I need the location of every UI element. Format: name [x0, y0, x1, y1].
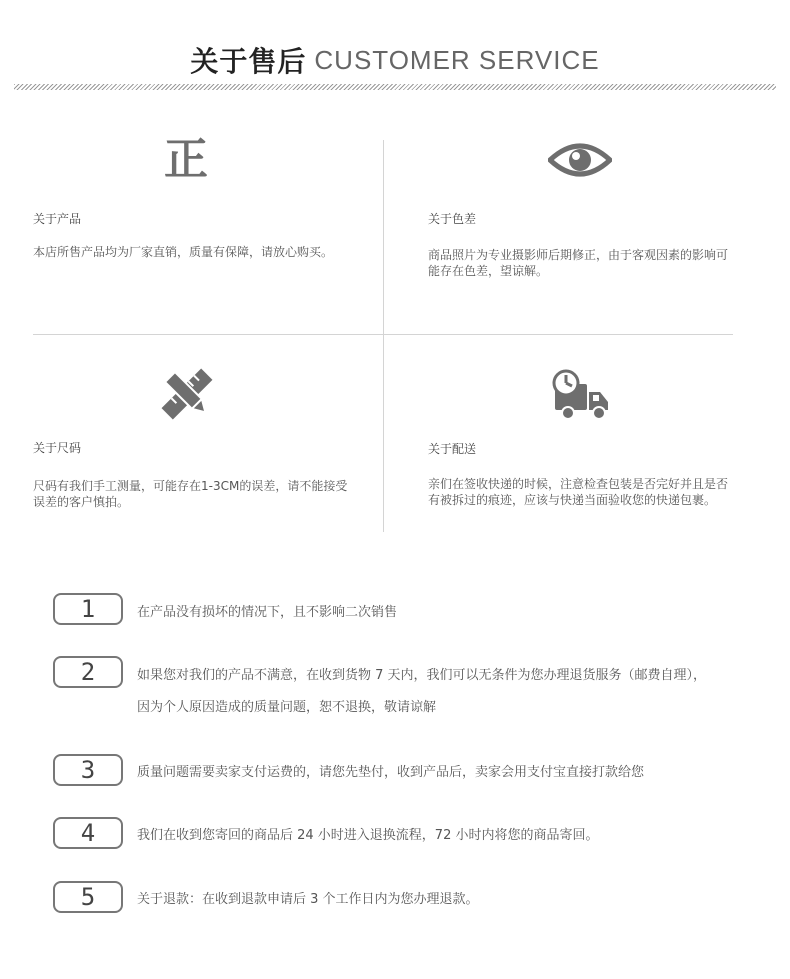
feature-description: 尺码有我们手工测量，可能存在1-3CM的误差，请不能接受误差的客户慎拍。: [33, 479, 348, 509]
step-number-badge: 2: [53, 656, 123, 688]
step-text: 在产品没有损坏的情况下，且不影响二次销售: [137, 605, 398, 620]
grid-vertical-divider: [383, 140, 384, 532]
feature-title: 关于色差: [428, 212, 477, 226]
feature-title: 关于尺码: [33, 441, 82, 455]
feature-description: 本店所售产品均为厂家直销，质量有保障，请放心购买。: [33, 245, 334, 259]
step-text: 质量问题需要卖家支付运费的，请您先垫付，收到产品后，卖家会用支付宝直接打款给您: [137, 765, 645, 780]
grid-horizontal-divider: [33, 334, 733, 335]
step-number-badge: 3: [53, 754, 123, 786]
page-title-en: CUSTOMER SERVICE: [314, 44, 600, 75]
delivery-truck-icon: [552, 368, 610, 420]
feature-description: 商品照片为专业摄影师后期修正，由于客观因素的影响可能存在色差，望谅解。: [428, 248, 729, 278]
feature-title: 关于产品: [33, 212, 82, 226]
step-number-badge: 4: [53, 817, 123, 849]
feature-title: 关于配送: [428, 442, 477, 456]
step-text: 我们在收到您寄回的商品后 24 小时进入退换流程，72 小时内将您的商品寄回。: [137, 828, 599, 843]
page-header: [0, 40, 790, 80]
page-title-cn: 关于售后: [190, 45, 307, 78]
step-text-continued: 因为个人原因造成的质量问题，恕不退换，敬请谅解: [137, 700, 437, 715]
step-number-badge: 5: [53, 881, 123, 913]
ruler-pencil-icon: [160, 368, 214, 420]
feature-description: 亲们在签收快递的时候，注意检查包装是否完好并且是否有被拆过的痕迹，应该与快递当面验收您的快递包裹。: [428, 477, 729, 507]
zheng-icon: [163, 134, 209, 185]
eye-icon: [548, 138, 612, 182]
step-text: 如果您对我们的产品不满意，在收到货物 7 天内，我们可以无条件为您办理退货服务（邮费自理），: [137, 668, 707, 683]
step-text: 关于退款：在收到退款申请后 3 个工作日内为您办理退款。: [137, 892, 479, 907]
zheng-glyph: 正: [164, 134, 208, 185]
step-number-badge: 1: [53, 593, 123, 625]
hatch-divider: [14, 84, 776, 90]
